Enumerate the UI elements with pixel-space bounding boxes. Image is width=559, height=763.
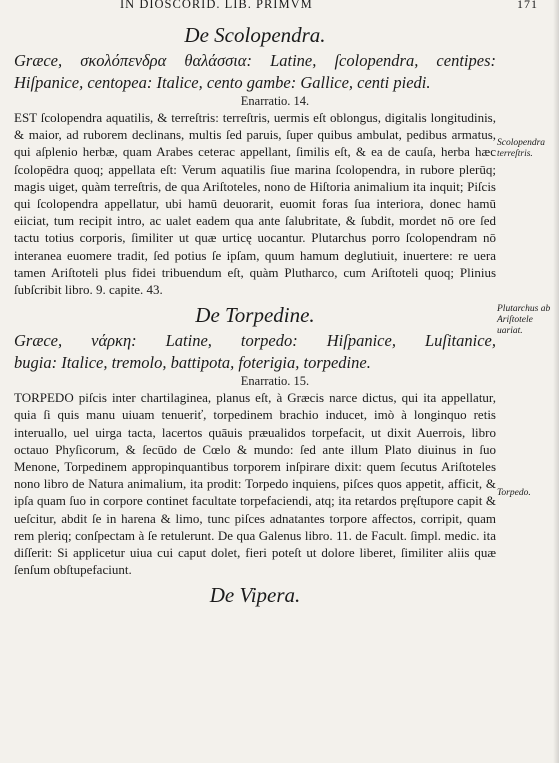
running-title: IN DIOSCORID. LIB. PRIMVM — [120, 0, 313, 11]
enarratio-heading: Enarratio. 14. — [240, 94, 310, 108]
main-column — [14, 18, 496, 610]
section-torpedo — [14, 302, 496, 578]
names-line: Græce, σκολόπενδρα θαλάσσια: Latine, ſcolopendra, centipes: — [14, 51, 496, 70]
margin-note: Plutarchus ab Ariſtotele uariat. — [497, 304, 551, 336]
section-scolopendra — [14, 22, 496, 298]
margin-note: Scolopendra terreſtris. — [497, 138, 546, 159]
section-title: De Scolopendra. — [184, 23, 326, 47]
page-gutter-shadow — [553, 0, 559, 763]
running-header — [120, 0, 538, 12]
body-paragraph: EST ſcolopendra aquatilis, & terreſtris: terreſtris, uermis eſt oblongus, digitalis longitudinis, & maior, ad ruborem declinans, multis ſed paruis, ſuper quibus ambulat, pedibus armatus, qui aſplenio herbæ, quam Arabes ceterac appellant, ſimilis eſt, & ea de cauſa, herba hæc ſcolopēdra quoq; appellata eſt: Verum aquatilis ſiue marina ſcolopendra, in rubore plerūq; magis uiget, quàm terreſtris, de qua Ariſtoteles, nono de Hiſtoria animalium ita inquit; Piſcis qui ſcolopendra appellatur, ubi hamū deuorarit, euomit foras ſua interiora, donec hamū eiiciat, tum recipit intro, ac ualet eadem qua ante ſalubritate, & ſubdit, mordet nō ore ſed tactu totius corporis, ſimiliter ut quæ urticę uocantur. Plutarchus porro ſcolopendram nō interanea euomere tradit, ſed potius ſe ipſam, quum hamum deglutiuit, inuertere: re uera tamen Ariſtoteli plus fidei tribuendum eſt, quàm Plutharco, cum Ariſtoteli quoq; Plinius ſubſcribit libro. 9. capite. 43. — [14, 110, 496, 298]
names-line: Hiſpanice, centopea: Italice, cento gambe: Gallice, centi piedi. — [14, 73, 431, 92]
margin-note: Torpedo. — [497, 488, 531, 498]
names-line: bugia: Italice, tremolo, battipota, foterigia, torpedine. — [14, 353, 371, 373]
body-paragraph: TORPEDO piſcis inter chartilaginea, planus eſt, à Græcis narce dictus, qui ita appellatur, quia ſi quis manu uiuam tenueriť, torpedinem brachio inducet, imò à longinquo retis interuallo, uel uirga tacta, lacertos quāuis præualidos torpefacit, ut dixit Auerrois, libro octauo Phyſicorum, & ſecūdo de Cœlo & mundo: ſed ante illum Plato diuinus in ſuo Menone, Torpedinem appropinquantibus torporem inſpirare dixit: quem ſecutus Ariſtoteles nono libro de Natura animalium, ita prodit: Torpedo inquiens, piſces quos appetit, afficit, & ipſa quam ſuo in corpore continet facultate torpefaciendi, atq; ita retardos pręſtupore capit & ueſcitur, abdit ſe in harena & limo, tunc piſces adnatantes torpore affectos, corripit, quam rem pleriq; conſpectam à ſe retulerunt. De qua Galenus libro. 11. de Facult. ſimpl. medic. ita diſſerit: Si applicetur uiua cui caput dolet, fieri poteſt ut dolore liberet, ſimiliter aliis quæ ſenſum obſtupefaciunt. — [14, 390, 496, 578]
section-title: De Vipera. — [209, 583, 301, 608]
names-line: Græce, νάρκη: Latine, torpedo: Hiſpanice, Luſitanice, — [14, 331, 496, 351]
section-vipera — [14, 582, 496, 608]
page-number: 171 — [517, 0, 538, 11]
enarratio-heading: Enarratio. 15. — [240, 374, 310, 389]
section-title: De Torpedine. — [195, 303, 315, 328]
